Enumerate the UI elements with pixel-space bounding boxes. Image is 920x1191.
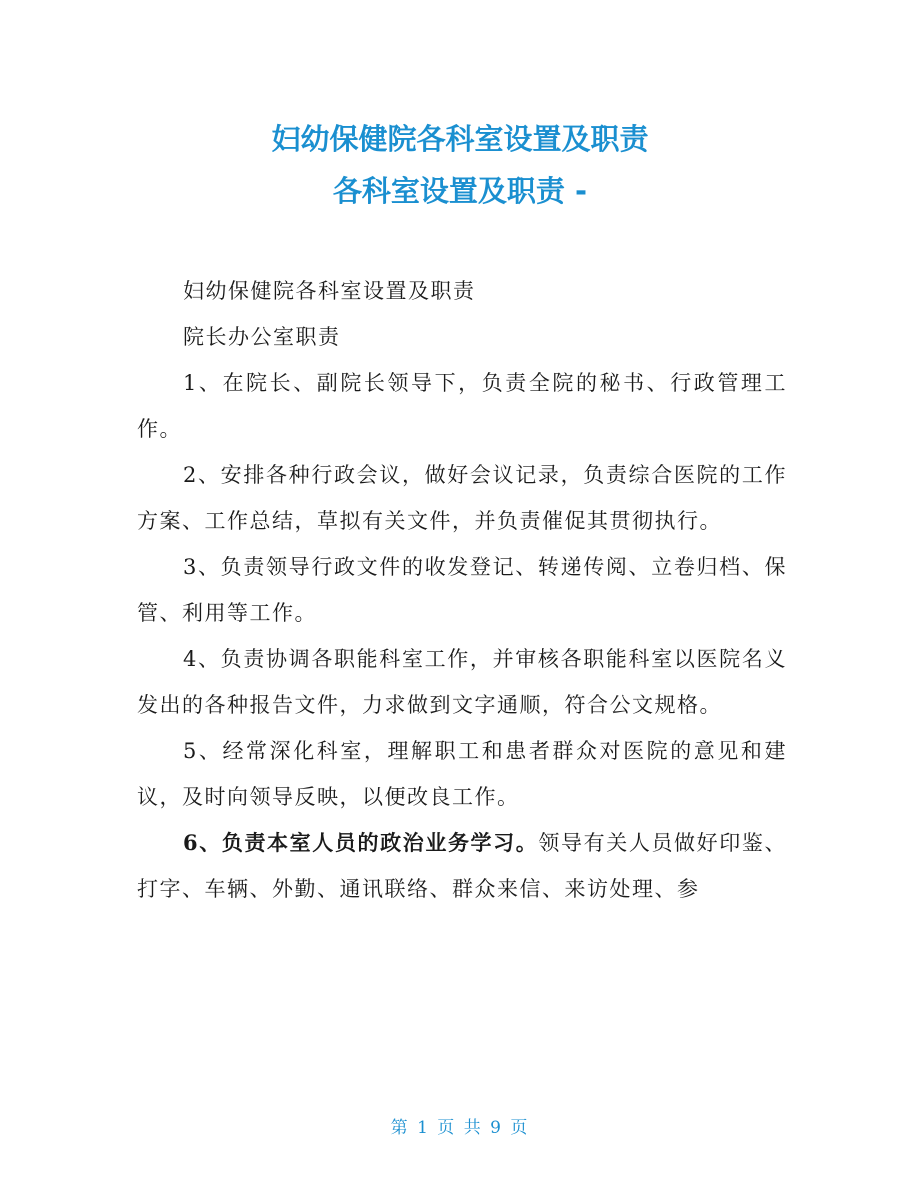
paragraph: 3、负责领导行政文件的收发登记、转递传阅、立卷归档、保管、利用等工作。 xyxy=(137,555,787,625)
paragraph-rest: 领导有关人员做好印鉴、打字、车辆、外勤、通讯联络、群众来信、来访处理、参 xyxy=(137,831,787,901)
document-title: 妇幼保健院各科室设置及职责 xyxy=(271,122,649,156)
paragraph: 妇幼保健院各科室设置及职责 xyxy=(183,279,476,303)
page-number: 第 1 页 共 9 页 xyxy=(390,1118,530,1138)
paragraph-bold-lead: 6、负责本室人员的政治业务学习。 xyxy=(183,830,539,855)
paragraph: 院长办公室职责 xyxy=(183,325,341,349)
paragraph: 5、经常深化科室，理解职工和患者群众对医院的意见和建议，及时向领导反映，以便改良工作。 xyxy=(137,739,787,809)
document-subtitle: 各科室设置及职责 - xyxy=(332,174,588,208)
paragraph: 4、负责协调各职能科室工作，并审核各职能科室以医院名义发出的各种报告文件，力求做到文字通顺，符合公文规格。 xyxy=(137,647,787,717)
document-body xyxy=(137,268,787,912)
paragraph xyxy=(137,820,787,912)
page-footer xyxy=(0,1113,920,1138)
paragraph: 2、安排各种行政会议，做好会议记录，负责综合医院的工作方案、工作总结，草拟有关文件，并负责催促其贯彻执行。 xyxy=(137,463,787,533)
paragraph: 1、在院长、副院长领导下，负责全院的秘书、行政管理工作。 xyxy=(137,371,787,441)
